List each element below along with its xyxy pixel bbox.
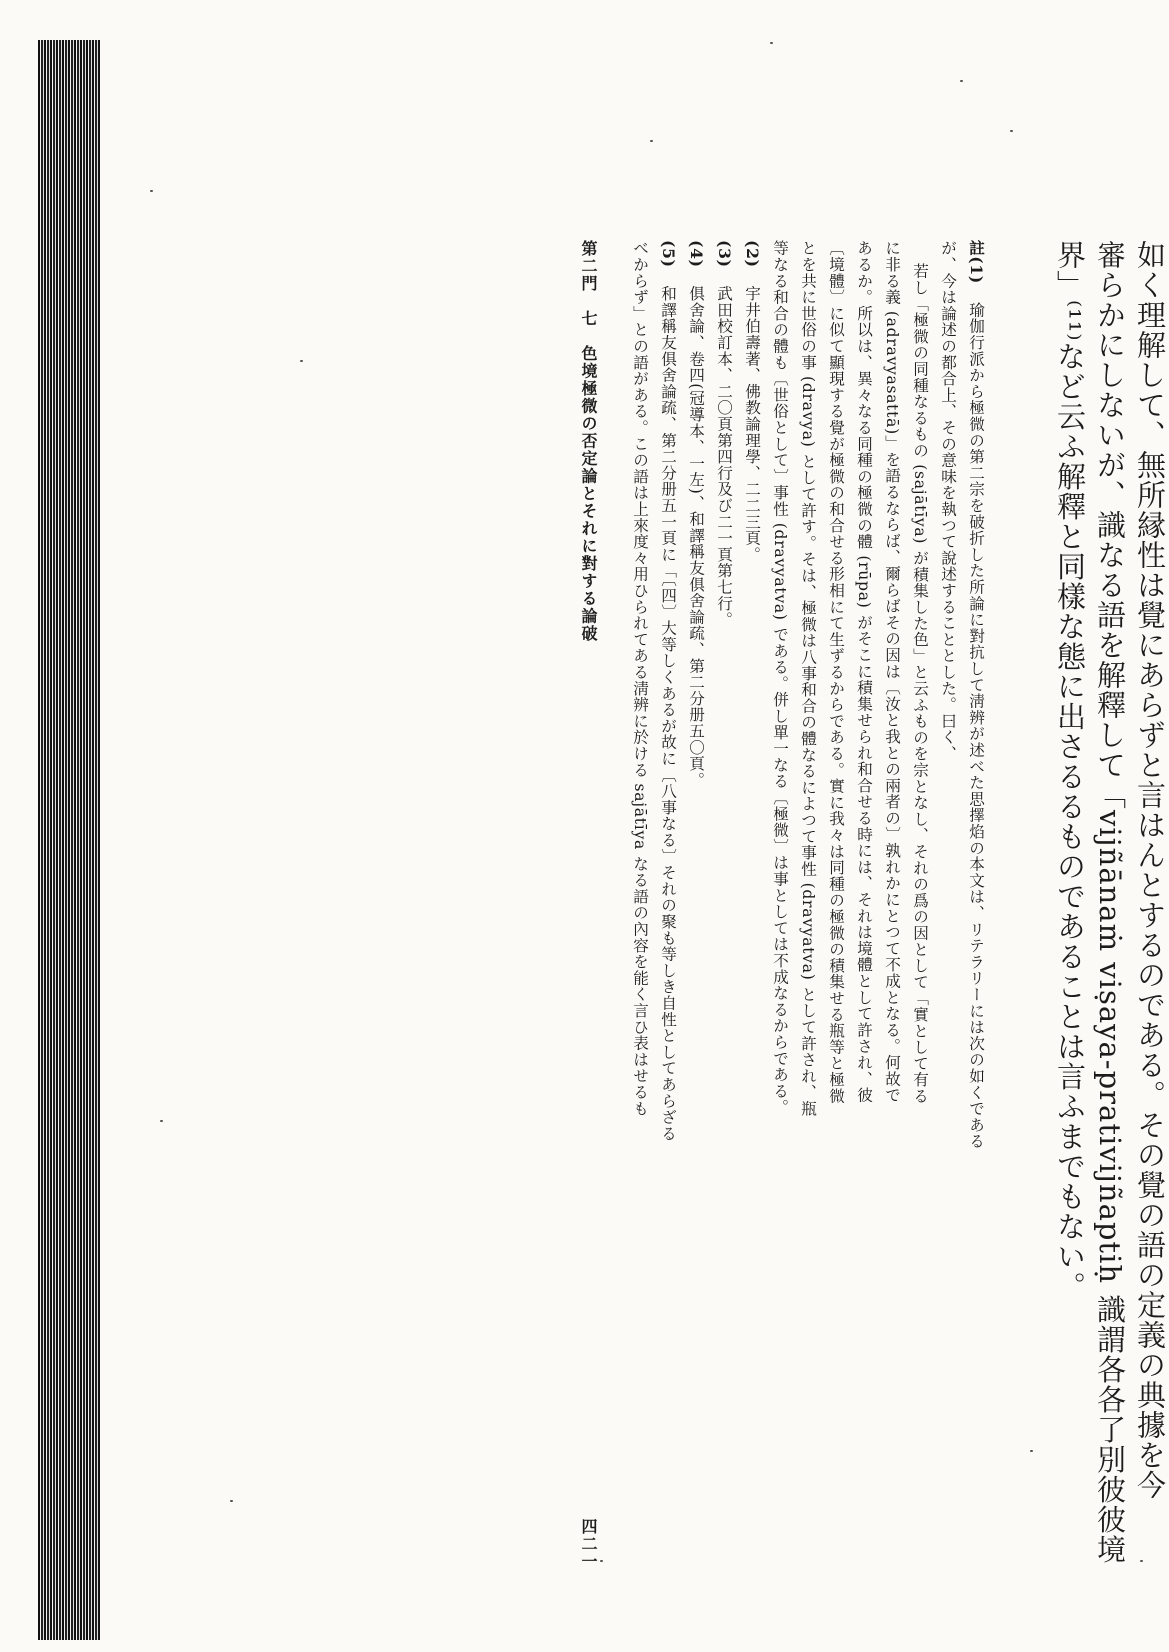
main-text — [1050, 240, 1169, 1570]
note-line: 〔境體〕に似て顯現する覺が極微の和合せる形相にて生ずるからである。實に我々は同種の極微の積集せる瓶等と極微 — [827, 240, 845, 1104]
note-line: 註(1) 瑜伽行派から極微の第二宗を破折した所論に對抗して淸辨が述べた思擇焰の本文は、リテラリーには次の如くである — [967, 240, 986, 1150]
book-binding-edge — [38, 40, 100, 1640]
note-line: (4) 俱舍論、卷四(冠導本、一左)、和譯稱友俱舍論疏、第二分册五〇頁。 — [687, 240, 706, 788]
main-line: 界」⁽¹¹⁾など云ふ解釋と同樣な態に出さるるものであることは言ふまでもない。 — [1053, 240, 1087, 1302]
page-footer — [577, 240, 600, 1570]
note-line: (5) 和譯稱友俱舍論疏、第二分册五一頁に「〔四〕大等しくあるが故に〔八事なる〕それの聚も等しき自性としてあらざる — [659, 240, 678, 1142]
note-line: あるか。所以は、異々なる同種の極微の體 (rūpa) がそこに積集せられ和合せる時には、それは境體として許され、彼 — [855, 240, 873, 1104]
note-line: 若し「極微の同種なるもの (sajātīya) が積集した色」と云ふものを宗となし、それの爲の因として「實として有る — [911, 263, 929, 1105]
main-line: 審らかにしないが、識なる語を解釋して「vijñānaṁ viṣaya-prativijñaptiḥ 識謂各各了別彼彼境 — [1093, 240, 1127, 1565]
main-line: 如く理解して、無所縁性は覺にあらずと言はんとするのである。その覺の語の定義の典據を今 — [1133, 240, 1167, 1500]
note-line: が、今は論述の都合上、その意味を執つて說述することとした。曰く、 — [939, 240, 957, 762]
vertical-text-page — [280, 240, 1169, 1570]
page-number: 四二一 — [579, 1517, 598, 1570]
note-line: に非る義 (adravyasattā)」を語るならば、爾らばその因は〔汝と我との兩者の〕孰れかにとつて不成となる。何故で — [883, 240, 901, 1104]
chapter-title: 第二門 七 色境極微の否定論とそれに對する論破 — [579, 240, 598, 643]
notes-section — [626, 240, 990, 1570]
note-line: べからず」との語がある。この語は上來度々用ひられてある淸辨に於ける sajātīya なる語の內容を能く言ひ表はせるも — [631, 240, 649, 1117]
note-line: (2) 宇井伯壽著、佛教論理學、二二三頁。 — [743, 240, 762, 563]
note-line: 等なる和合の體も〔世俗として〕事性 (dravyatva) である。併し單一なる〔極微〕は事としては不成なるからである。 — [771, 240, 789, 1116]
note-line: (3) 武田校訂本、二〇頁第四行及び二一頁第七行。 — [715, 240, 734, 628]
note-line: とを共に世俗の事 (dravya) として許す。そは、極微は八事和合の體なるによつて事性 (dravyatva) として許され、瓶 — [799, 240, 817, 1117]
